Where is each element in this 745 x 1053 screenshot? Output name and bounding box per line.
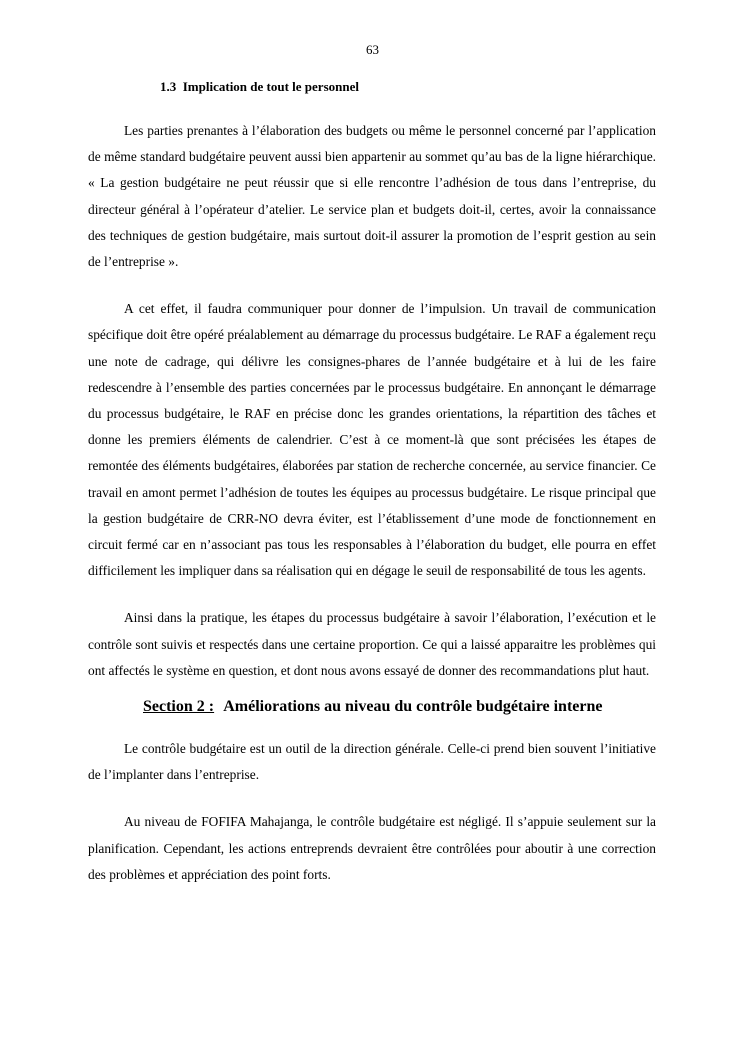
paragraph: Ainsi dans la pratique, les étapes du processus budgétaire à savoir l’élaboration, l’exécution et le contrôle sont suivis et respectés dans une certaine proportion. Ce qui a laissé apparaitre les problèmes qui ont affectés le système en question, et dont nous avons essayé de donner des recommandations plut haut. [88,610,656,678]
paragraph: Les parties prenantes à l’élaboration des budgets ou même le personnel concerné par l’application de même standard budgétaire peuvent aussi bien appartenir au sommet qu’au bas de la ligne hiérarchique. « La gestion budgétaire ne peut réussir que si elle rencontre l’adhésion de tous dans l’entreprise, du directeur général à l’opérateur d’atelier. Le service plan et budgets doit-il, certes, avoir la connaissance des techniques de gestion budgétaire, mais surtout doit-il assurer la promotion de l’esprit gestion au sein de l’entreprise ». [88,123,656,270]
page-number: 63 [366,42,379,57]
paragraph: Au niveau de FOFIFA Mahajanga, le contrôle budgétaire est négligé. Il s’appuie seulement sur la planification. Cependant, les actions entreprends devraient être contrôlées pour aboutir à une correction des problèmes et appréciation des point forts. [88,814,656,882]
section-title: Améliorations au niveau du contrôle budgétaire interne [223,698,603,716]
subsection-title: Implication de tout le personnel [182,79,359,94]
paragraph: Le contrôle budgétaire est un outil de la direction générale. Celle-ci prend bien souvent l’initiative de l’implanter dans l’entreprise. [88,741,656,783]
section-label: Section 2 : [143,698,215,716]
subsection-number: 1.3 [160,79,177,94]
document-body [88,118,656,888]
subsection-heading [160,79,359,95]
paragraph: A cet effet, il faudra communiquer pour donner de l’impulsion. Un travail de communication spécifique doit être opéré préalablement au démarrage du processus budgétaire. Le RAF a également reçu une note de cadrage, qui délivre les consignes-phares de l’année budgétaire et à lui de les faire redescendre à l’ensemble des parties concernées par le processus budgétaire. En annonçant le démarrage du processus budgétaire, le RAF en précise donc les grandes orientations, la répartition des tâches et donne les premiers éléments de calendrier. C’est à ce moment-là que sont précisées les étapes de remontée des éléments budgétaires, élaborées par station de recherche concernée, au service financier. Ce travail en amont permet l’adhésion de toutes les équipes au processus budgétaire. Le risque principal que la gestion budgétaire de CRR-NO devra éviter, est l’établissement d’une mode de fonctionnement en circuit fermé car en n’associant pas tous les responsables à l’élaboration du budget, elle pourra en effet difficilement les impliquer dans sa réalisation qui en dégage le seuil de responsabilité de tous les agents. [88,301,656,579]
section-heading [88,692,656,722]
